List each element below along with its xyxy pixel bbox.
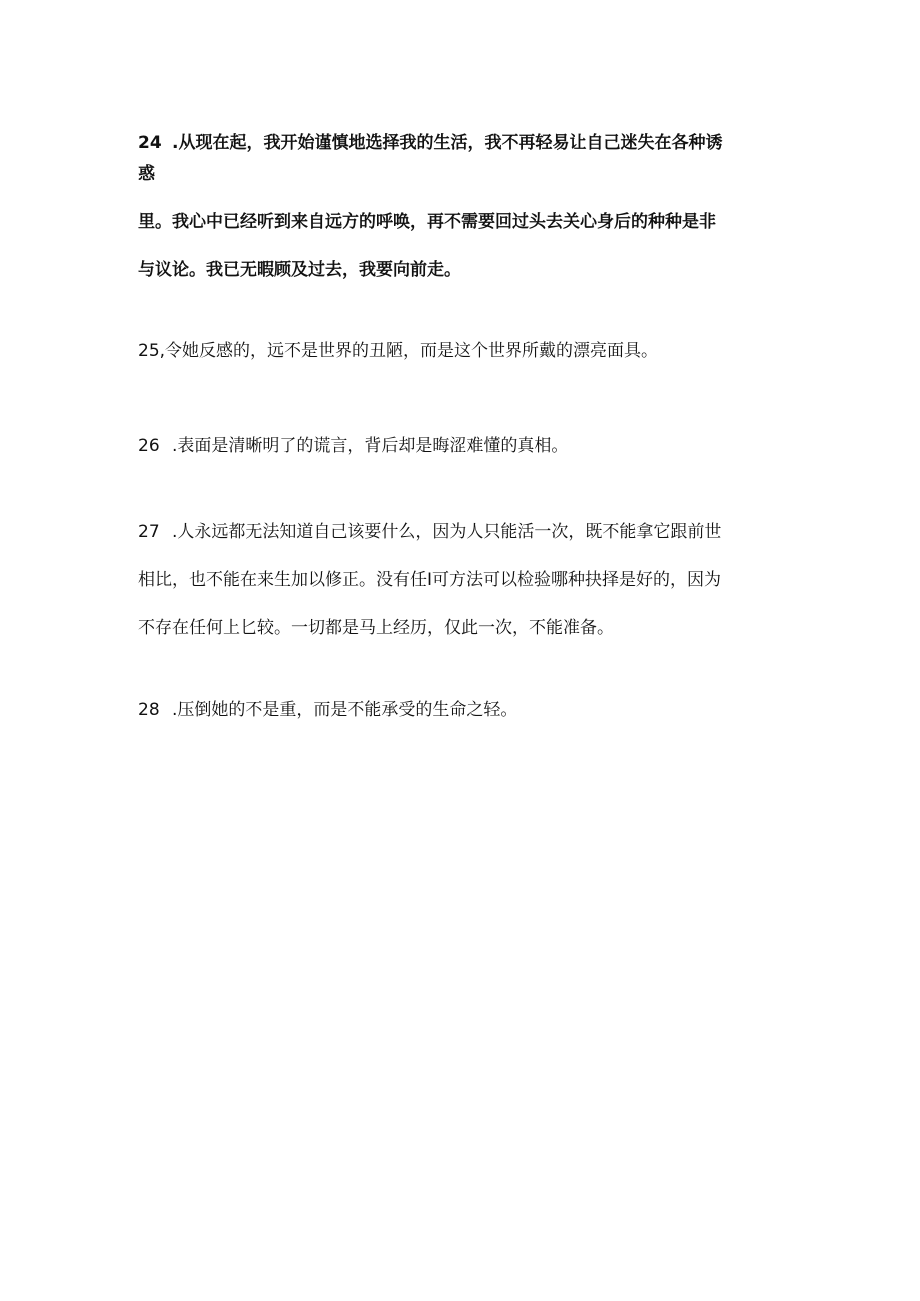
item-28-text: .压倒她的不是重，而是不能承受的生命之轻。	[172, 700, 518, 720]
item-28-number: 28	[138, 700, 160, 720]
item-24-line-4: 与议论。我已无暇顾及过去，我要向前走。	[138, 260, 461, 280]
item-25-line: 25,令她反感的，远不是世界的丑陋，而是这个世界所戴的漂亮面具。	[138, 341, 659, 361]
item-24-line-2: 惑	[138, 164, 155, 184]
item-24-number: 24	[138, 133, 162, 153]
item-27-line-1	[138, 521, 721, 543]
item-24-text-1: .从现在起，我开始谨慎地选择我的生活，我不再轻易让自己迷失在各种诱	[172, 133, 723, 153]
item-24-line-1	[138, 132, 722, 154]
item-27-number: 27	[138, 522, 160, 542]
item-27-line-2: 相比，也不能在来生加以修正。没有任I可方法可以检验哪种抉择是好的，因为	[138, 570, 722, 590]
item-24-line-3: 里。我心中已经听到来自远方的呼唤，再不需要回过头去关心身后的种种是非	[138, 212, 716, 232]
item-27-line-3: 不存在任何上匕较。一切都是马上经历，仅此一次，不能准备。	[138, 618, 614, 638]
item-26-line	[138, 435, 568, 457]
item-26-text: .表面是清晰明了的谎言，背后却是晦涩难懂的真相。	[172, 436, 569, 456]
item-28-line	[138, 699, 517, 721]
item-26-number: 26	[138, 436, 160, 456]
item-27-text-1: .人永远都无法知道自己该要什么，因为人只能活一次，既不能拿它跟前世	[172, 522, 722, 542]
